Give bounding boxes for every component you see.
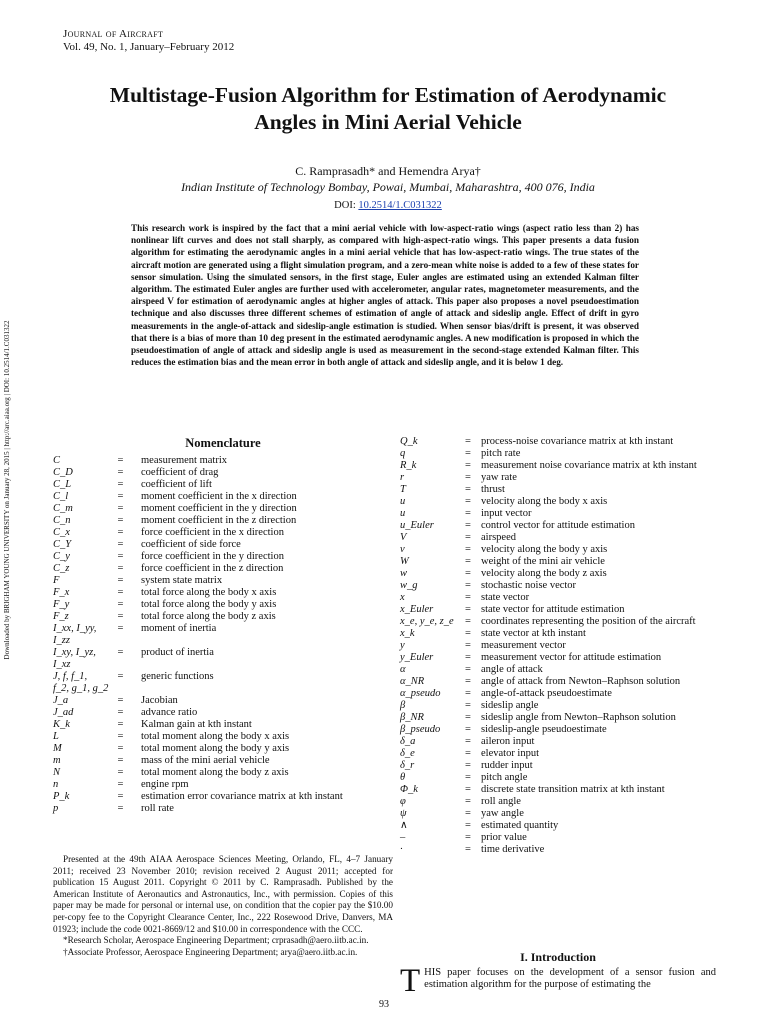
nomenclature-description: estimated quantity (481, 820, 559, 831)
nomenclature-description: coefficient of lift (141, 479, 212, 490)
nomenclature-description: advance ratio (141, 707, 198, 718)
nomenclature-row (53, 503, 393, 515)
nomenclature-row (400, 568, 716, 580)
nomenclature-row (53, 587, 393, 599)
nomenclature-row (400, 748, 716, 760)
nomenclature-equals: = (465, 628, 471, 639)
nomenclature-equals: = (465, 604, 471, 615)
nomenclature-symbol: f_2, g_1, g_2 (53, 683, 109, 694)
nomenclature-description: system state matrix (141, 575, 223, 586)
nomenclature-description: yaw angle (481, 808, 524, 819)
nomenclature-row (53, 683, 393, 695)
nomenclature-row (400, 544, 716, 556)
nomenclature-description: control vector for attitude estimation (481, 520, 635, 531)
nomenclature-symbol: y_Euler (400, 652, 434, 663)
nomenclature-row (53, 611, 393, 623)
nomenclature-symbol: q (400, 448, 406, 459)
nomenclature-symbol: I_xy, I_yz, I_xz (53, 647, 96, 670)
nomenclature-symbol: W (400, 556, 409, 567)
nomenclature-equals: = (465, 556, 471, 567)
nomenclature-row (53, 755, 393, 767)
nomenclature-description: velocity along the body y axis (481, 544, 608, 555)
nomenclature-symbol: N (53, 767, 61, 778)
nomenclature-row (400, 832, 716, 844)
nomenclature-equals: = (465, 724, 471, 735)
nomenclature-description: measurement matrix (141, 455, 228, 466)
nomenclature-equals: = (465, 844, 471, 855)
nomenclature-symbol: x_k (400, 628, 415, 639)
nomenclature-symbol: · (400, 844, 403, 855)
nomenclature-equals: = (117, 611, 124, 622)
nomenclature-symbol: F (53, 575, 60, 586)
nomenclature-symbol: x_e, y_e, z_e (400, 616, 454, 627)
nomenclature-equals: = (117, 467, 124, 478)
nomenclature-description: total force along the body y axis (141, 599, 277, 610)
nomenclature-description: velocity along the body x axis (481, 496, 608, 507)
nomenclature-row (400, 460, 716, 472)
nomenclature-symbol: Q_k (400, 436, 418, 447)
nomenclature-row (400, 532, 716, 544)
nomenclature-row (53, 695, 393, 707)
nomenclature-symbol: u (400, 508, 406, 519)
nomenclature-description: time derivative (481, 844, 545, 855)
nomenclature-symbol: x_Euler (400, 604, 434, 615)
nomenclature-row (400, 448, 716, 460)
footnote-paragraph: †Associate Professor, Aerospace Engineering Department; arya@aero.iitb.ac.in. (63, 946, 358, 957)
nomenclature-equals: = (465, 736, 471, 747)
nomenclature-symbol: F_y (53, 599, 70, 610)
nomenclature-equals: = (465, 676, 471, 687)
nomenclature-equals: = (117, 743, 124, 754)
nomenclature-row (53, 455, 393, 467)
nomenclature-equals: = (117, 791, 124, 802)
title-line-2: Angles in Mini Aerial Vehicle (254, 110, 522, 134)
nomenclature-symbol: β (400, 700, 406, 711)
nomenclature-description: Jacobian (141, 695, 178, 706)
nomenclature-description: measurement vector (481, 640, 566, 651)
nomenclature-symbol: m (53, 755, 61, 766)
nomenclature-equals: = (465, 652, 471, 663)
nomenclature-row (53, 575, 393, 587)
nomenclature-symbol: w (400, 568, 408, 579)
nomenclature-symbol: L (53, 731, 59, 742)
nomenclature-row (400, 724, 716, 736)
nomenclature-row (400, 784, 716, 796)
nomenclature-equals: = (117, 767, 124, 778)
nomenclature-symbol: K_k (53, 719, 70, 730)
abstract: This research work is inspired by the fact that a mini aerial vehicle with low-aspect-ratio wings (aspect ratio less than 2) has nonlinear lift curves and does not stall sharply, as compared with high-aspect-ratio wings. This paper presents a data fusion algorithm for estimating the aerodynamic angles in a mini aerial vehicle that has low-aspect-ratio wings. The true states of the aircraft motion are generated using a flight simulation program, and a zero-mean white noise is added to a few of these states for sensor simulation. Using the simulated sensors, in the first stage, Euler angles are estimated using an extended Kalman filter algorithm. The estimated Euler angles are further used with accelerometer, angular rates, magnetometer measurements, and the airspeed V for estimation of aerodynamic angles at higher angles of attack. This paper also proposes a novel pseudoestimation technique and also discusses three different schemes of estimation of angle of attack and sideslip angle. Effect of drift in gyro measurements in the angle-of-attack and sideslip-angle estimation is studied. When sensor bias/drift is present, it was observed that there is a bias of more than 10 deg present in the estimated aerodynamic angles. A new modification is proposed in which the pseudoestimation of angle of attack and sideslip angle is used as measurement in the second-stage extended Kalman filter. This reduces the estimation bias and the mean error in both angle of attack and sideslip angle, and it is below 1 deg. (131, 223, 639, 368)
nomenclature-equals (114, 683, 127, 695)
nomenclature-symbol: R_k (400, 460, 417, 471)
nomenclature-symbol: I_xx, I_yy, I_zz (53, 623, 97, 646)
nomenclature-symbol: y (400, 640, 405, 651)
nomenclature-description: sideslip angle (481, 700, 539, 711)
nomenclature-row (400, 556, 716, 568)
nomenclature-row (400, 640, 716, 652)
nomenclature-description: stochastic noise vector (481, 580, 577, 591)
nomenclature-description: sideslip-angle pseudoestimate (481, 724, 607, 735)
nomenclature-equals: = (465, 544, 471, 555)
nomenclature-description: generic functions (141, 671, 214, 682)
nomenclature-equals: = (465, 808, 471, 819)
nomenclature-description: angle of attack (481, 664, 543, 675)
nomenclature-row (400, 436, 716, 448)
doi (60, 200, 716, 211)
nomenclature-row (53, 779, 393, 791)
nomenclature-description: moment coefficient in the x direction (141, 491, 297, 502)
nomenclature-description: total moment along the body x axis (141, 731, 290, 742)
nomenclature-equals: = (117, 515, 124, 526)
intro-body: HIS paper focuses on the development of a sensor fusion and estimation algorithm for the purpose of estimating the (424, 967, 716, 990)
nomenclature-row (400, 712, 716, 724)
nomenclature-right-column (400, 436, 716, 856)
nomenclature-equals: = (117, 539, 124, 550)
nomenclature-equals: = (465, 688, 471, 699)
nomenclature-equals: = (117, 527, 124, 538)
nomenclature-equals: = (465, 748, 471, 759)
nomenclature-row (53, 467, 393, 479)
nomenclature-description: process-noise covariance matrix at kth instant (481, 436, 674, 447)
nomenclature-equals: = (117, 599, 124, 610)
nomenclature-symbol: T (400, 484, 406, 495)
journal-header (63, 28, 234, 54)
nomenclature-row (400, 808, 716, 820)
nomenclature-symbol: M (53, 743, 62, 754)
nomenclature-equals: = (465, 772, 471, 783)
footnote-paragraph: Presented at the 49th AIAA Aerospace Sciences Meeting, Orlando, FL, 4–7 January 2011; received 23 November 2010; revision received 2 August 2011; accepted for publication 15 August 2011. Copyright © 2011 by C. Ramprasadh. Published by the American Institute of Aeronautics and Astronautics, Inc., with permission. Copies of this paper may be made for personal or internal use, on condition that the copier pay the $10.00 per-copy fee to the Copyright Clearance Center, Inc., 222 Rosewood Drive, Danvers, MA 01923; include the code 0021-8669/12 and $10.00 in correspondence with the CCC. (53, 854, 393, 934)
nomenclature-equals: = (465, 664, 471, 675)
nomenclature-row (400, 844, 716, 856)
nomenclature-equals: = (117, 623, 124, 634)
nomenclature-equals: = (117, 455, 124, 466)
nomenclature-description: Kalman gain at kth instant (141, 719, 252, 730)
nomenclature-symbol: δ_e (400, 748, 415, 759)
nomenclature-description: total force along the body x axis (141, 587, 277, 598)
nomenclature-equals: = (465, 760, 471, 771)
nomenclature-row (53, 671, 393, 683)
nomenclature-symbol: ∧ (400, 820, 408, 831)
footnote-paragraph: *Research Scholar, Aerospace Engineering Department; crprasadh@aero.iitb.ac.in. (63, 935, 369, 946)
nomenclature-description: weight of the mini air vehicle (481, 556, 605, 567)
nomenclature-row (400, 604, 716, 616)
nomenclature-symbol: C_Y (53, 539, 72, 550)
nomenclature-row (53, 479, 393, 491)
nomenclature-description: mass of the mini aerial vehicle (141, 755, 270, 766)
nomenclature-description: sideslip angle from Newton–Raphson solution (481, 712, 676, 723)
nomenclature-symbol: α (400, 664, 406, 675)
doi-link[interactable]: 10.2514/1.C031322 (358, 200, 442, 211)
nomenclature-row (400, 676, 716, 688)
nomenclature-row (53, 791, 393, 803)
nomenclature-row (53, 719, 393, 731)
nomenclature-description: measurement noise covariance matrix at kth instant (481, 460, 697, 471)
nomenclature-symbol: J, f, f_1, (53, 671, 88, 682)
nomenclature-equals: = (465, 508, 471, 519)
nomenclature-row (400, 664, 716, 676)
footnotes (53, 854, 393, 958)
nomenclature-equals: = (465, 784, 471, 795)
nomenclature-equals: = (465, 820, 471, 831)
nomenclature-description: airspeed (481, 532, 516, 543)
nomenclature-equals: = (117, 575, 124, 586)
nomenclature-row (400, 820, 716, 832)
nomenclature-symbol: β_NR (400, 712, 424, 723)
nomenclature-description: elevator input (481, 748, 540, 759)
nomenclature-equals: = (117, 695, 124, 706)
nomenclature-description: moment of inertia (141, 623, 217, 634)
nomenclature-equals: = (117, 731, 124, 742)
nomenclature-equals: = (465, 532, 471, 543)
nomenclature-row (53, 551, 393, 563)
nomenclature-equals: = (117, 551, 124, 562)
title-line-1: Multistage-Fusion Algorithm for Estimation of Aerodynamic (109, 83, 667, 107)
nomenclature-description: roll angle (481, 796, 521, 807)
nomenclature-description: state vector (481, 592, 530, 603)
nomenclature-description: force coefficient in the y direction (141, 551, 284, 562)
nomenclature-row (400, 616, 716, 628)
nomenclature-symbol: C_l (53, 491, 69, 502)
nomenclature-symbol: C_n (53, 515, 71, 526)
nomenclature-symbol: V (400, 532, 407, 543)
journal-issue: Vol. 49, No. 1, January–February 2012 (63, 41, 235, 53)
nomenclature-row (400, 628, 716, 640)
nomenclature-row (53, 491, 393, 503)
nomenclature-symbol: α_NR (400, 676, 425, 687)
nomenclature-row (53, 767, 393, 779)
nomenclature-description: discrete state transition matrix at kth instant (481, 784, 665, 795)
nomenclature-equals: = (117, 779, 124, 790)
nomenclature-description: coefficient of side force (141, 539, 241, 550)
nomenclature-symbol: J_ad (53, 707, 74, 718)
nomenclature-description: total moment along the body z axis (141, 767, 289, 778)
nomenclature-equals: = (117, 755, 124, 766)
nomenclature-description: prior value (481, 832, 527, 843)
nomenclature-description: product of inertia (141, 647, 214, 658)
doi-label: DOI: (334, 200, 359, 211)
nomenclature-equals: = (465, 580, 471, 591)
nomenclature-left-column (53, 455, 393, 815)
nomenclature-description: pitch rate (481, 448, 521, 459)
nomenclature-description: state vector at kth instant (481, 628, 586, 639)
intro-text (400, 963, 716, 999)
download-sidebar (0, 290, 14, 690)
nomenclature-description: yaw rate (481, 472, 517, 483)
nomenclature-symbol: C (53, 455, 61, 466)
page-number: 93 (379, 999, 389, 1010)
nomenclature-row (400, 736, 716, 748)
nomenclature-row (53, 623, 393, 647)
nomenclature-equals: = (465, 832, 471, 843)
nomenclature-heading: Nomenclature (185, 436, 261, 450)
nomenclature-equals: = (465, 592, 471, 603)
nomenclature-description: angle-of-attack pseudoestimate (481, 688, 612, 699)
nomenclature-symbol: F_x (53, 587, 70, 598)
nomenclature-equals: = (465, 448, 471, 459)
nomenclature-equals: = (465, 640, 471, 651)
nomenclature-symbol: F_z (53, 611, 69, 622)
nomenclature-equals: = (117, 563, 124, 574)
nomenclature-description: total force along the body z axis (141, 611, 276, 622)
nomenclature-symbol: C_y (53, 551, 70, 562)
nomenclature-description (127, 683, 393, 695)
nomenclature-description: thrust (481, 484, 505, 495)
nomenclature-symbol: u_Euler (400, 520, 434, 531)
nomenclature-row (400, 592, 716, 604)
nomenclature-description: measurement vector for attitude estimation (481, 652, 662, 663)
nomenclature-description: angle of attack from Newton–Raphson solution (481, 676, 681, 687)
nomenclature-equals: = (117, 647, 124, 658)
nomenclature-equals: = (465, 460, 471, 471)
download-sidebar-text: Downloaded by BRIGHAM YOUNG UNIVERSITY on January 28, 2015 | http://arc.aiaa.org | DOI: 10.2514/1.C031322 (3, 320, 11, 660)
nomenclature-row (400, 652, 716, 664)
nomenclature-symbol: – (400, 832, 406, 843)
nomenclature-equals: = (465, 700, 471, 711)
nomenclature-equals: = (465, 484, 471, 495)
journal-name: Journal of Aircraft (63, 28, 164, 40)
nomenclature-symbol: β_pseudo (400, 724, 441, 735)
nomenclature-description: velocity along the body z axis (481, 568, 607, 579)
affiliation: Indian Institute of Technology Bombay, Powai, Mumbai, Maharashtra, 400 076, India (181, 180, 595, 194)
nomenclature-equals: = (117, 671, 124, 682)
nomenclature-equals: = (465, 712, 471, 723)
nomenclature-symbol: r (400, 472, 405, 483)
nomenclature-row (400, 796, 716, 808)
nomenclature-row (400, 472, 716, 484)
nomenclature-symbol: C_m (53, 503, 73, 514)
nomenclature-row (53, 599, 393, 611)
nomenclature-symbol: p (53, 803, 59, 814)
nomenclature-symbol: n (53, 779, 59, 790)
nomenclature-description: moment coefficient in the z direction (141, 515, 297, 526)
nomenclature-symbol: J_a (53, 695, 69, 706)
nomenclature-equals: = (117, 587, 124, 598)
nomenclature-row (400, 496, 716, 508)
nomenclature-symbol: v (400, 544, 405, 555)
nomenclature-description: rudder input (481, 760, 533, 771)
nomenclature-symbol: C_x (53, 527, 70, 538)
dropcap: T (400, 963, 421, 999)
nomenclature-row (53, 539, 393, 551)
nomenclature-description: estimation error covariance matrix at kth instant (141, 791, 343, 802)
nomenclature-description: engine rpm (141, 779, 189, 790)
nomenclature-description: moment coefficient in the y direction (141, 503, 297, 514)
nomenclature-row (400, 772, 716, 784)
nomenclature-symbol: φ (400, 796, 406, 807)
nomenclature-equals: = (465, 520, 471, 531)
nomenclature-row (53, 707, 393, 719)
nomenclature-row (400, 700, 716, 712)
nomenclature-row (400, 760, 716, 772)
nomenclature-row (400, 688, 716, 700)
nomenclature-description: coefficient of drag (141, 467, 219, 478)
nomenclature-row (53, 647, 393, 671)
nomenclature-row (400, 520, 716, 532)
nomenclature-symbol: C_L (53, 479, 72, 490)
nomenclature-symbol: x (400, 592, 405, 603)
nomenclature-row (53, 527, 393, 539)
nomenclature-row (400, 580, 716, 592)
nomenclature-symbol: u (400, 496, 406, 507)
nomenclature-equals: = (117, 803, 124, 814)
nomenclature-equals: = (465, 436, 471, 447)
nomenclature-description: input vector (481, 508, 532, 519)
nomenclature-row (53, 803, 393, 815)
intro-heading: I. Introduction (520, 950, 596, 964)
nomenclature-equals: = (117, 491, 124, 502)
nomenclature-description: state vector for attitude estimation (481, 604, 625, 615)
nomenclature-symbol: w_g (400, 580, 418, 591)
nomenclature-symbol: ψ (400, 808, 407, 819)
nomenclature-description: total moment along the body y axis (141, 743, 290, 754)
authors: C. Ramprasadh* and Hemendra Arya† (295, 164, 481, 178)
nomenclature-description: force coefficient in the z direction (141, 563, 284, 574)
nomenclature-symbol: Φ_k (400, 784, 418, 795)
nomenclature-symbol: C_z (53, 563, 70, 574)
nomenclature-row (400, 484, 716, 496)
nomenclature-row (53, 743, 393, 755)
nomenclature-equals: = (465, 496, 471, 507)
nomenclature-row (53, 515, 393, 527)
nomenclature-row (53, 563, 393, 575)
nomenclature-description: aileron input (481, 736, 535, 747)
nomenclature-equals: = (117, 719, 124, 730)
nomenclature-equals: = (465, 472, 471, 483)
nomenclature-equals: = (117, 479, 124, 490)
nomenclature-row (53, 731, 393, 743)
nomenclature-equals: = (117, 707, 124, 718)
nomenclature-symbol: δ_a (400, 736, 416, 747)
nomenclature-equals: = (465, 796, 471, 807)
nomenclature-description: force coefficient in the x direction (141, 527, 284, 538)
nomenclature-symbol: C_D (53, 467, 73, 478)
nomenclature-equals: = (465, 568, 471, 579)
nomenclature-row (400, 508, 716, 520)
nomenclature-description: pitch angle (481, 772, 528, 783)
nomenclature-equals: = (465, 616, 471, 627)
nomenclature-symbol: δ_r (400, 760, 415, 771)
nomenclature-description: roll rate (141, 803, 174, 814)
nomenclature-equals: = (117, 503, 124, 514)
nomenclature-symbol: θ (400, 772, 406, 783)
nomenclature-symbol: P_k (53, 791, 70, 802)
paper-title (60, 82, 716, 136)
nomenclature-symbol: α_pseudo (400, 688, 441, 699)
nomenclature-description: coordinates representing the position of the aircraft (481, 616, 696, 627)
